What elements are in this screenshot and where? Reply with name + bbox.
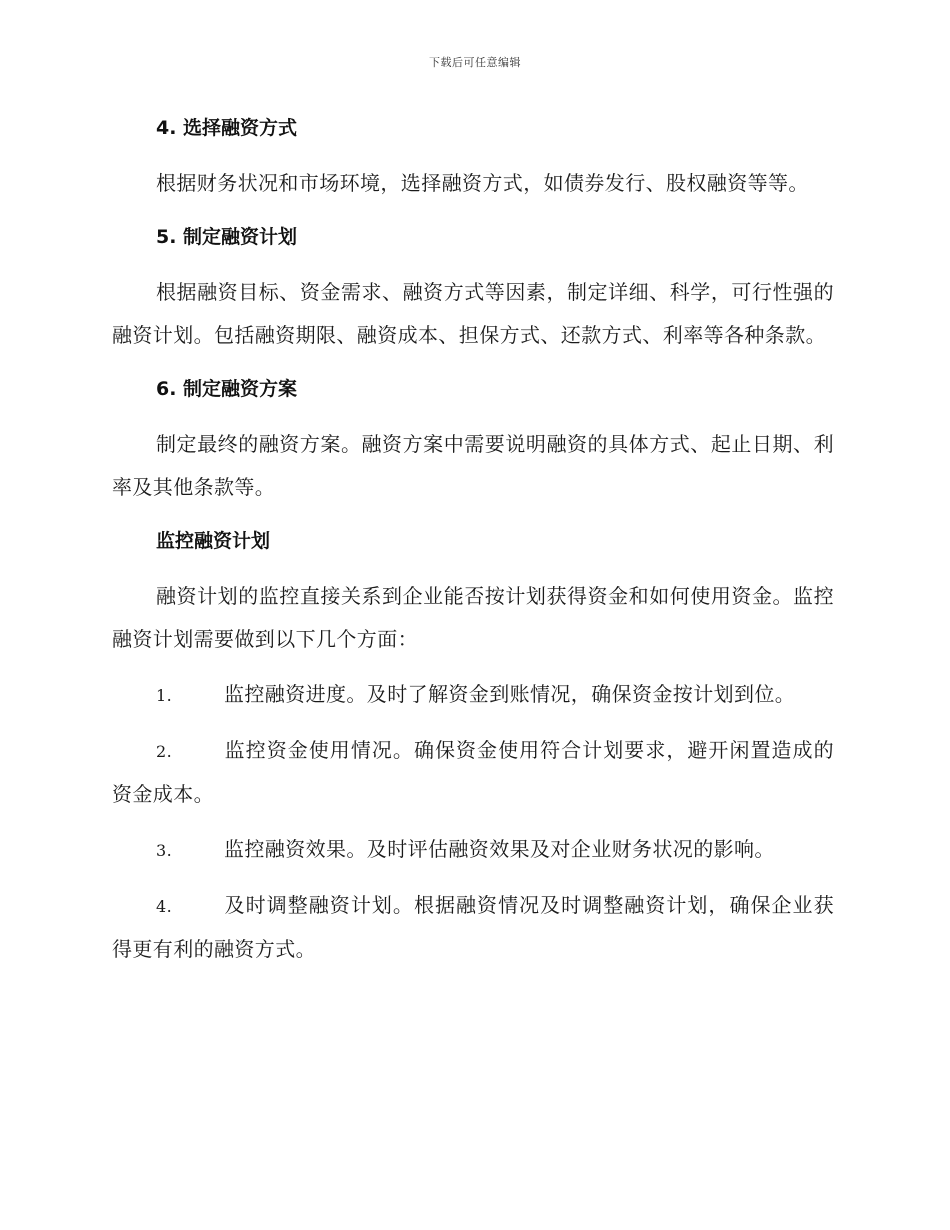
list-item (112, 729, 834, 816)
section-heading: 监控融资计划 (156, 530, 271, 552)
section-heading: 4. 选择融资方式 (156, 117, 298, 139)
list-item (112, 828, 834, 872)
list-item-number: 1. (156, 686, 173, 705)
section-financing-plan (112, 217, 834, 357)
section-heading: 6. 制定融资方案 (156, 378, 298, 400)
list-item-number: 4. (156, 897, 173, 916)
section-paragraph: 制定最终的融资方案。融资方案中需要说明融资的具体方式、起止日期、利率及其他条款等。 (112, 432, 834, 499)
list-item-number: 3. (156, 841, 173, 860)
list-item (112, 673, 834, 717)
document-body (112, 108, 834, 983)
section-paragraph: 根据融资目标、资金需求、融资方式等因素，制定详细、科学，可行性强的融资计划。包括融资期限、融资成本、担保方式、还款方式、利率等各种条款。 (112, 280, 834, 347)
list-item (112, 884, 834, 971)
page-header: 下载后可任意编辑 (429, 56, 521, 69)
list-item-text: 及时调整融资计划。根据融资情况及时调整融资计划，确保企业获得更有利的融资方式。 (112, 893, 834, 961)
monitor-list (112, 673, 834, 971)
section-financing-scheme (112, 369, 834, 509)
section-choose-financing (112, 108, 834, 205)
section-monitor-plan (112, 521, 834, 661)
list-item-number: 2. (156, 742, 173, 761)
list-item-text: 监控融资进度。及时了解资金到账情况，确保资金按计划到位。 (224, 682, 796, 706)
list-item-text: 监控融资效果。及时评估融资效果及对企业财务状况的影响。 (224, 837, 775, 861)
section-paragraph: 融资计划的监控直接关系到企业能否按计划获得资金和如何使用资金。监控融资计划需要做到以下几个方面： (112, 584, 834, 651)
section-paragraph: 根据财务状况和市场环境，选择融资方式，如债券发行、股权融资等等。 (156, 171, 809, 195)
section-heading: 5. 制定融资计划 (156, 226, 298, 248)
list-item-text: 监控资金使用情况。确保资金使用符合计划要求，避开闲置造成的资金成本。 (112, 738, 834, 806)
